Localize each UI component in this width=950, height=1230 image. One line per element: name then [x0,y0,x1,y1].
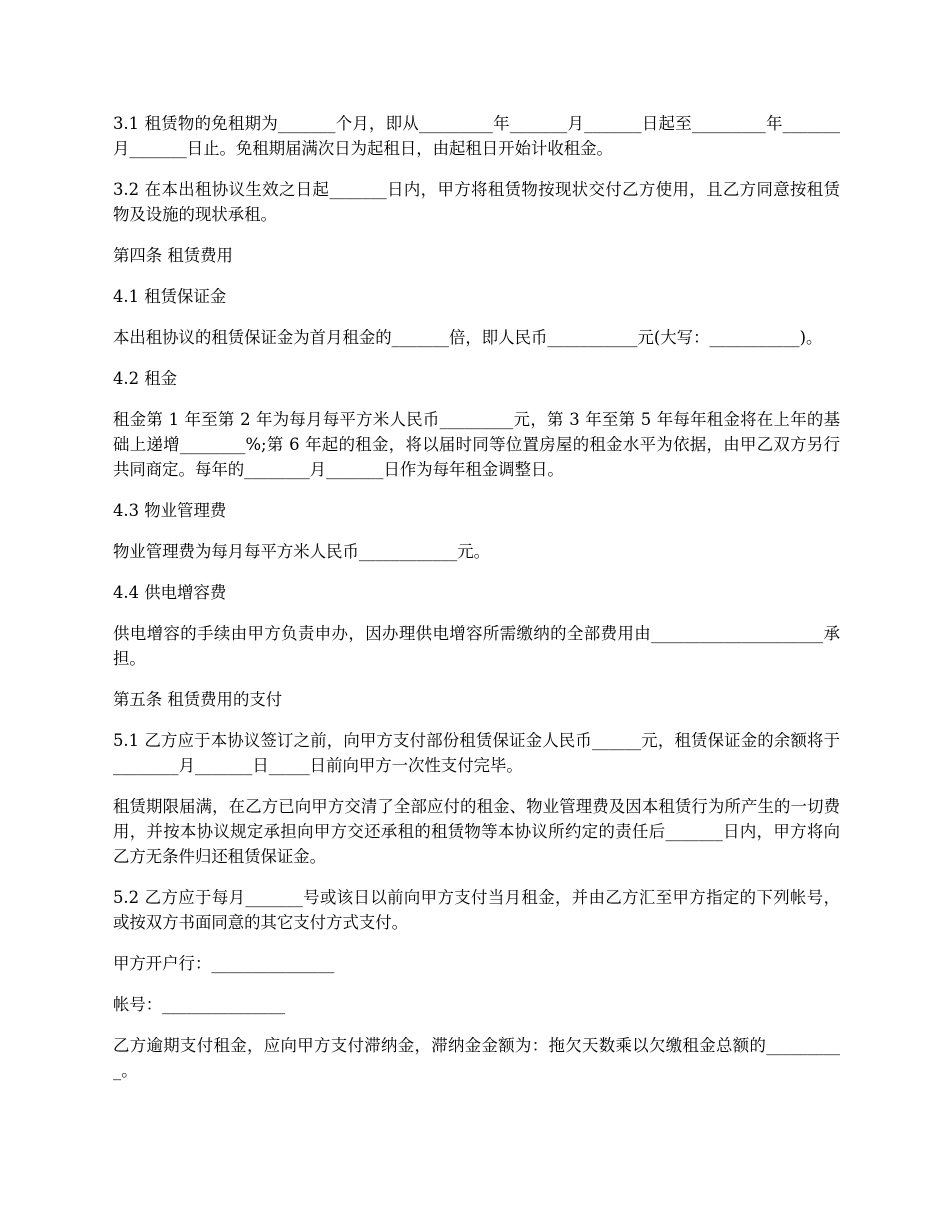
clause-5-1-deposit-payment: 5.1 乙方应于本协议签订之前，向甲方支付部份租赁保证金人民币______元，租赁保证金的余额将于________月_______日_____日前向甲方一次性支付完毕。 [113,731,840,775]
clause-4-4-power-capacity: 供电增容的手续由甲方负责申办，因办理供电增容所需缴纳的全部费用由_____________________承担。 [113,624,840,668]
party-a-bank: 甲方开户行：_______________ [113,954,335,973]
document-page [113,111,840,1099]
article-4-heading: 第四条 租赁费用 [113,246,233,265]
clause-4-4-heading: 4.4 供电增容费 [113,583,227,602]
clause-4-3-heading: 4.3 物业管理费 [113,501,227,520]
clause-4-2-heading: 4.2 租金 [113,369,178,388]
clause-5-2-monthly-rent: 5.2 乙方应于每月_______号或该日以前向甲方支付当月租金，并由乙方汇至甲方指定的下列帐号，或按双方书面同意的其它支付方式支付。 [113,888,840,932]
clause-4-1-heading: 4.1 租赁保证金 [113,287,227,306]
clause-4-3-management-fee: 物业管理费为每月每平方米人民币____________元。 [113,542,490,561]
late-payment-penalty: 乙方逾期支付租金，应向甲方支付滞纳金，滞纳金金额为：拖欠天数乘以欠缴租金总额的__________。 [113,1036,840,1080]
clause-4-1-deposit: 本出租协议的租赁保证金为首月租金的_______倍，即人民币___________元(大写：___________)。 [113,328,823,347]
article-5-heading: 第五条 租赁费用的支付 [113,690,283,709]
clause-4-2-rent: 租金第 1 年至第 2 年为每月每平方米人民币_________元，第 3 年至第 5 年每年租金将在上年的基础上递增________%;第 6 年起的租金，将以届时同等位置房屋的租金水平为依据，由甲乙双方另行共同商定。每年的________月_______日作为每年租金调整日。 [113,410,840,479]
deposit-return-paragraph: 租赁期限届满，在乙方已向甲方交清了全部应付的租金、物业管理费及因本租赁行为所产生的一切费用，并按本协议规定承担向甲方交还承租的租赁物等本协议所约定的责任后_______日内，甲方将向乙方无条件归还租赁保证金。 [113,797,840,866]
account-number: 帐号：_______________ [113,995,286,1014]
clause-3-2-delivery: 3.2 在本出租协议生效之日起_______日内，甲方将租赁物按现状交付乙方使用，且乙方同意按租赁物及设施的现状承租。 [113,180,840,224]
clause-3-1-rent-free-period: 3.1 租赁物的免租期为_______个月，即从_________年_______月_______日起至_________年_______月_______日止。免租期届满次日为起租日，由起租日开始计收租金。 [113,114,840,158]
